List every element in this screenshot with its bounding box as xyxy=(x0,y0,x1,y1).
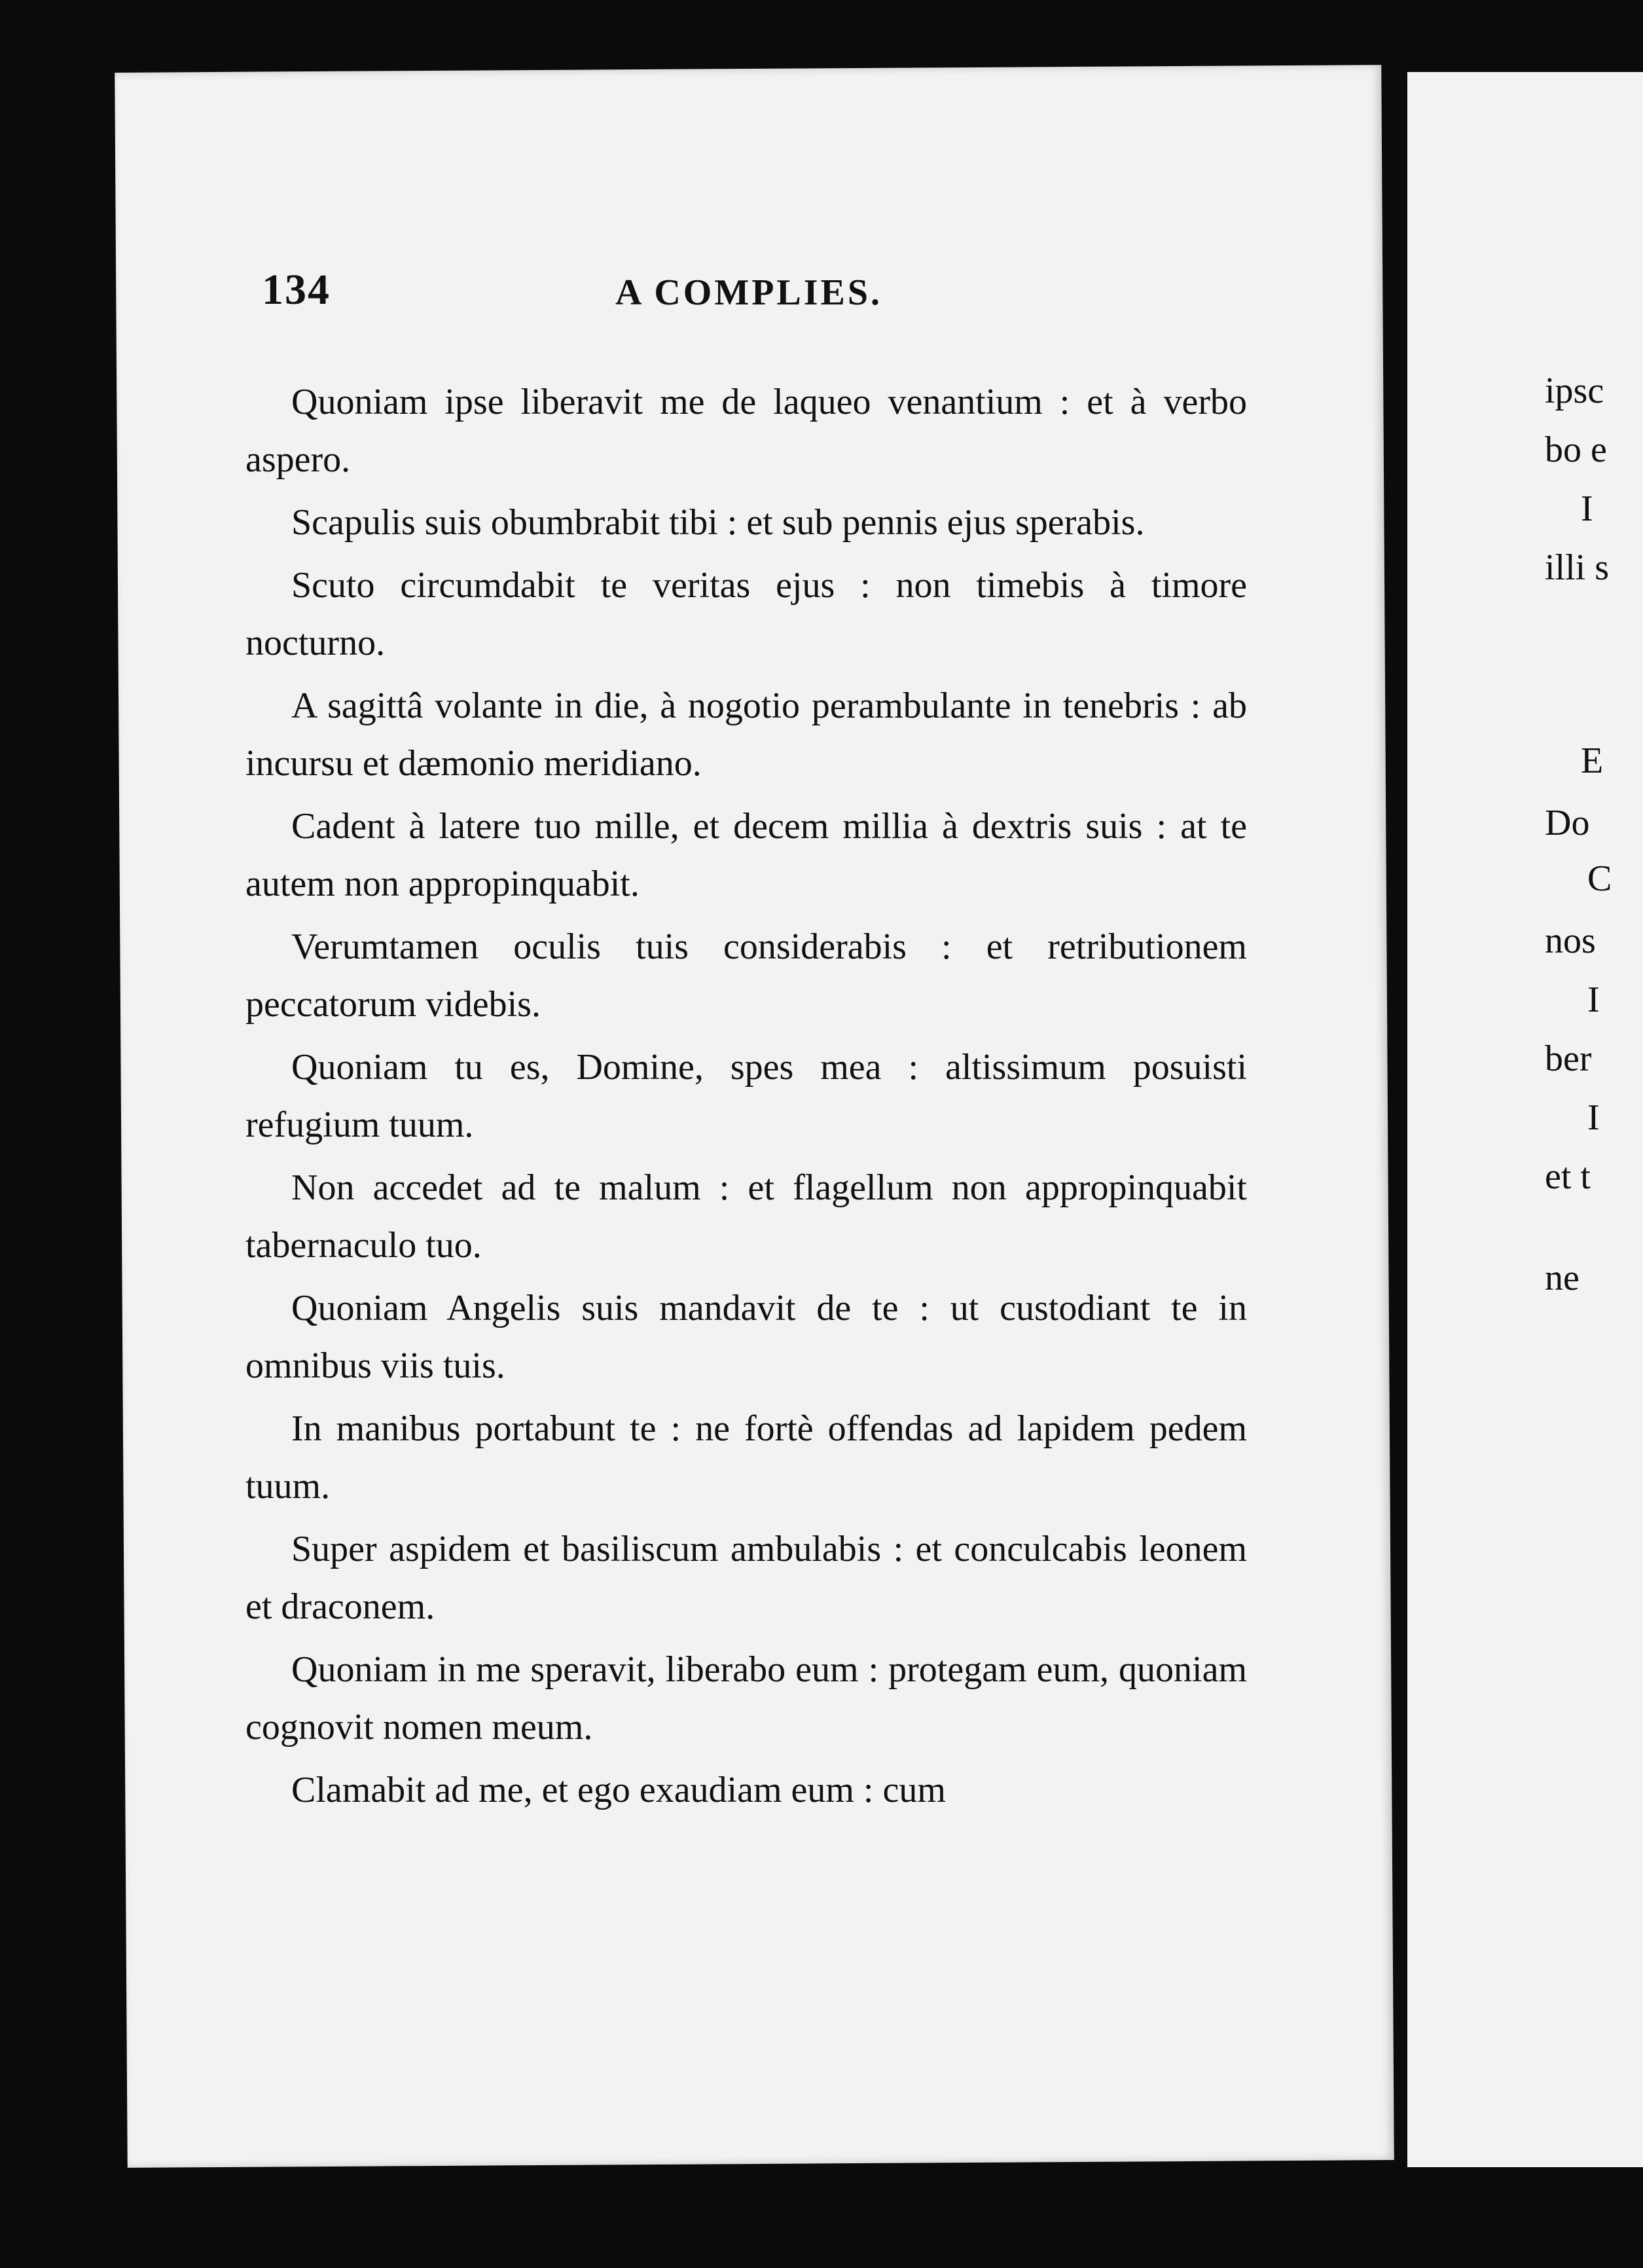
paragraph: Clamabit ad me, et ego exaudiam eum : cum xyxy=(291,1770,946,1810)
paragraph: Scapulis suis obumbrabit tibi : et sub pennis ejus sperabis. xyxy=(291,502,1145,543)
right-fragment: bo e xyxy=(1545,430,1607,470)
right-fragment: ne xyxy=(1545,1258,1580,1298)
right-fragment: illi s xyxy=(1545,547,1610,588)
paragraph: Verumtamen oculis tuis considerabis : et retributionem peccatorum videbis. xyxy=(245,926,1247,1025)
paragraph: A sagittâ volante in die, à nogotio perambulante in tenebris : ab incursu et dæmonio meridiano. xyxy=(245,686,1247,784)
right-fragment: ber xyxy=(1545,1038,1592,1079)
right-fragment: I xyxy=(1587,979,1600,1020)
body-text xyxy=(245,373,1247,1824)
page-header xyxy=(262,265,1244,324)
right-fragment: I xyxy=(1587,1097,1600,1138)
paragraph: Quoniam tu es, Domine, spes mea : altissimum posuisti refugium tuum. xyxy=(245,1047,1247,1145)
page-number: 134 xyxy=(262,266,331,314)
paragraph: Quoniam ipse liberavit me de laqueo venantium : et à verbo aspero. xyxy=(245,382,1247,480)
paragraph: Cadent à latere tuo mille, et decem millia à dextris suis : at te autem non appropinquabit. xyxy=(245,806,1247,904)
right-fragment: E xyxy=(1581,741,1604,781)
right-fragment: ipsc xyxy=(1545,371,1604,411)
paragraph: Quoniam in me speravit, liberabo eum : protegam eum, quoniam cognovit nomen meum. xyxy=(245,1649,1247,1747)
right-fragment: I xyxy=(1581,488,1593,529)
running-head: A COMPLIES. xyxy=(615,272,883,313)
paragraph: Quoniam Angelis suis mandavit de te : ut custodiant te in omnibus viis tuis. xyxy=(245,1288,1247,1386)
paragraph: Non accedet ad te malum : et flagellum non appropinquabit tabernaculo tuo. xyxy=(245,1167,1247,1266)
right-fragment: nos xyxy=(1545,921,1596,961)
paragraph: Scuto circumdabit te veritas ejus : non timebis à timore nocturno. xyxy=(245,565,1247,663)
right-fragment: et t xyxy=(1545,1156,1591,1197)
paragraph: In manibus portabunt te : ne fortè offendas ad lapidem pedem tuum. xyxy=(245,1408,1247,1507)
right-fragment: Do xyxy=(1545,803,1590,843)
right-fragment: C xyxy=(1587,858,1612,899)
right-page xyxy=(1407,72,1643,2167)
paragraph: Super aspidem et basiliscum ambulabis : et conculcabis leonem et draconem. xyxy=(245,1529,1247,1627)
